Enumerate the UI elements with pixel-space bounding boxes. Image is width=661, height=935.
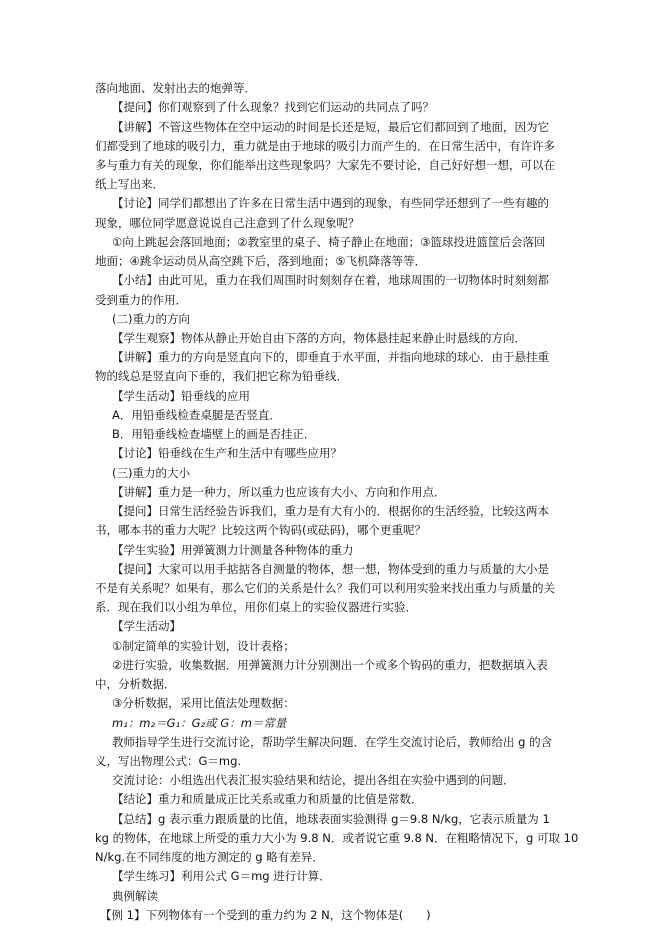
text-line: 物的线总是竖直向下垂的，我们把它称为铅垂线． — [95, 369, 348, 384]
section-heading: (二)重力的方向 — [112, 311, 190, 326]
text-line: 【学生实验】用弹簧测力计测量各种物体的重力 — [112, 542, 354, 557]
text-line: 们都受到了地球的吸引力，重力就是由于地球的吸引力而产生的．在日常生活中，有许许多 — [95, 138, 555, 153]
formula: m₁：m₂＝G₁：G₂或 G：m＝常量 — [112, 715, 287, 730]
text-line: 【讲解】重力的方向是竖直向下的，即垂直于水平面，并指向地球的球心．由于悬挂重 — [112, 350, 549, 365]
example-line: 【例 1】下列物体有一个受到的重力约为 2 N，这个物体是( ) — [100, 907, 431, 922]
text-line: 书，哪本书的重力大呢？比较这两个钩码(或砝码)，哪个更重呢？ — [95, 523, 426, 538]
text-line: 受到重力的作用． — [95, 292, 187, 307]
text-line: 落向地面、发射出去的炮弹等． — [95, 81, 256, 95]
text-line: 义，写出物理公式：G＝mg. — [95, 754, 242, 768]
text-line: 教师指导学生进行交流讨论，帮助学生解决问题．在学生交流讨论后，教师给出 g 的含 — [112, 734, 553, 749]
section-heading: 典例解读 — [112, 888, 158, 903]
text-line: 【总结】g 表示重力跟质量的比值，地球表面实验测得 g＝9.8 N/kg，它表示质量为 1 — [112, 811, 550, 826]
list-item: ③分析数据，采用比值法处理数据： — [112, 696, 295, 711]
text-line: ①向上跳起会落回地面；②教室里的桌子、椅子静止在地面；③篮球投进篮筐后会落回 — [112, 234, 546, 249]
text-line: N/kg.在不同纬度的地方测定的 g 略有差异． — [95, 850, 324, 865]
text-line: 【小结】由此可见，重力在我们周围时时刻刻存在着，地球周围的一切物体时时刻刻都 — [112, 273, 549, 288]
text-line: 【讲解】重力是一种力，所以重力也应该有大小、方向和作用点． — [112, 484, 446, 499]
text-line: kg 的物体，在地球上所受的重力大小为 9.8 N．或者说它重 9.8 N．在粗略情况下，g 可取 10 — [95, 830, 579, 845]
text-line: 地面；④跳伞运动员从高空跳下后，落到地面；⑤飞机降落等等． — [95, 254, 427, 268]
text-line: 多与重力有关的现象，你们能举出这些现象吗？大家先不要讨论，自己好好想一想，可以在 — [95, 157, 555, 172]
text-line: 【讲解】不管这些物体在空中运动的时间是长还是短，最后它们都回到了地面，因为它 — [112, 119, 549, 134]
text-line: 【提问】大家可以用手掂掂各自测量的物体，想一想，物体受到的重力与质量的大小是 — [112, 561, 549, 576]
text-line: 现象，哪位同学愿意说说自己注意到了什么现象呢？ — [95, 215, 360, 230]
text-line: 系．现在我们以小组为单位，用你们桌上的实验仪器进行实验． — [95, 600, 417, 615]
text-line: 【提问】你们观察到了什么现象？找到它们运动的共同点了吗？ — [112, 100, 434, 115]
list-item: B．用铅垂线检查墙壁上的画是否挂正． — [112, 427, 316, 442]
text-line: 【学生活动】 — [112, 619, 181, 634]
list-item: ②进行实验，收集数据．用弹簧测力计分别测出一个或多个钩码的重力，把数据填入表 — [112, 657, 548, 672]
list-item: ①制定简单的实验计划，设计表格； — [112, 638, 295, 653]
text-line: 【讨论】同学们都想出了许多在日常生活中遇到的现象，有些同学还想到了一些有趣的 — [112, 196, 549, 211]
text-line: 不是有关系呢？如果有，那么它们的关系是什么？我们可以利用实验来找出重力与质量的关 — [95, 580, 555, 595]
text-line: 【提问】日常生活经验告诉我们，重力是有大有小的．根据你的生活经验，比较这两本 — [112, 504, 549, 518]
list-item: A．用铅垂线检查桌腿是否竖直． — [112, 407, 281, 422]
section-heading: (三)重力的大小 — [112, 465, 190, 480]
text-line: 纸上写出来． — [95, 177, 164, 192]
text-line: 交流讨论：小组选出代表汇报实验结果和结论，提出各组在实验中遇到的问题． — [112, 773, 515, 788]
text-line: 【结论】重力和质量成正比关系或重力和质量的比值是常数． — [112, 792, 423, 807]
text-line: 【学生练习】利用公式 G＝mg 进行计算． — [112, 869, 331, 884]
text-line: 【学生活动】铅垂线的应用 — [112, 388, 250, 403]
text-line: 【讨论】铅垂线在生产和生活中有哪些应用？ — [112, 446, 342, 461]
text-line: 【学生观察】物体从静止开始自由下落的方向，物体悬挂起来静止时悬线的方向． — [112, 331, 526, 345]
text-line: 中，分析数据． — [95, 677, 176, 691]
